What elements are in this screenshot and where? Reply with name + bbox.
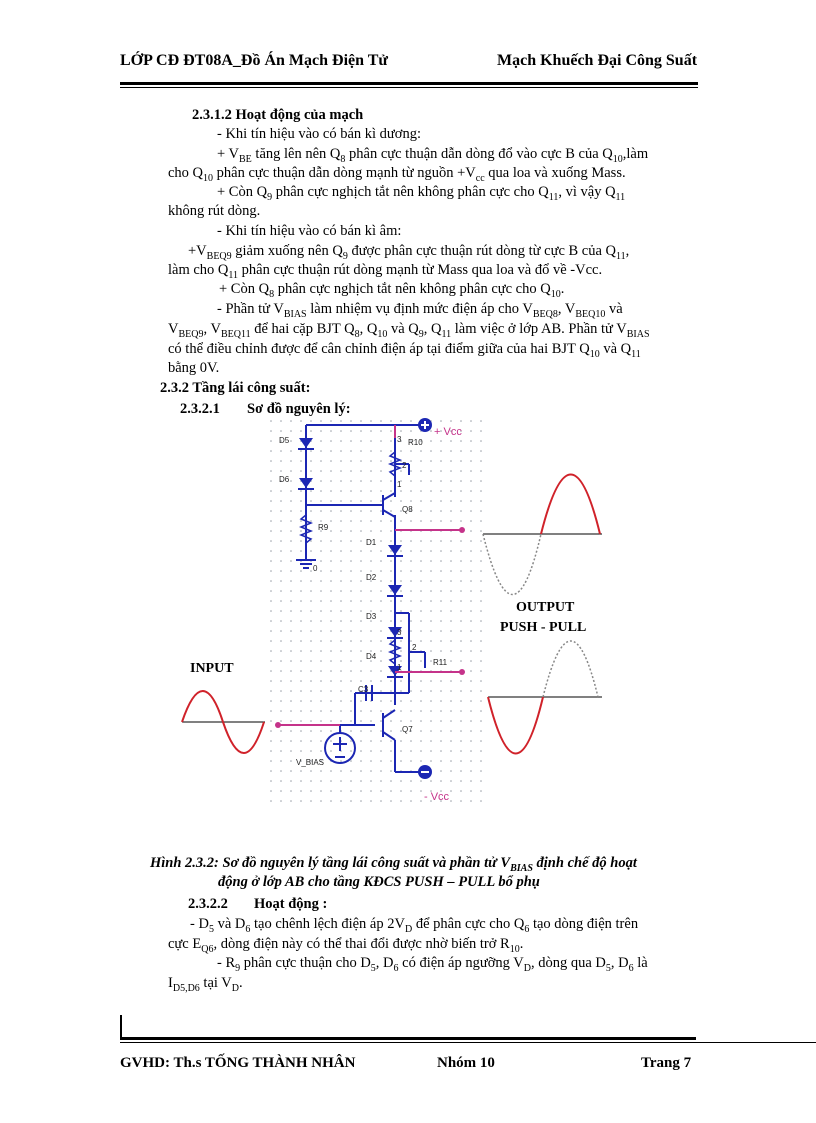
label-r11: R11 <box>433 658 448 667</box>
subsection-number-2321: 2.3.2.1 <box>180 401 220 417</box>
para-line: làm cho $Q_{11}$ phân cực thuận rút dòng mạnh từ Mass qua loa và đổ về -Vcc. <box>168 262 603 281</box>
label-push-pull: PUSH - PULL <box>500 620 587 635</box>
para-line: $I_{D5,D6}$ tại $V_D$. <box>168 975 243 994</box>
label-d2: D2 <box>366 573 377 582</box>
para-line: $V_{BEQ9}$, $V_{BEQ11}$ để hai cặp BJT $Q_8$, $Q_{10}$ và $Q_9$, $Q_{11}$ làm việc ở lớp AB. Phần tử $V_{BIAS}$ <box>168 321 650 340</box>
footer-rule-thick <box>120 1037 696 1040</box>
para-line: - $D_5$ và $D_6$ tạo chênh lệch điện áp $2V_D$ để phân cực cho $Q_6$ tạo dòng điện trên <box>190 916 639 935</box>
label-d1: D1 <box>366 538 377 547</box>
para-line: $+V_{BEQ9}$ giảm xuống nên $Q_9$ được phân cực thuận rút dòng từ cực B của $Q_{11}$, <box>188 243 630 262</box>
para-line: có thể điều chỉnh được để cân chỉnh điện áp tại điểm giữa của hai BJT $Q_{10}$ và $Q_{11}$ <box>168 341 641 360</box>
label-r10: R10 <box>408 438 423 447</box>
para-line: - Phần tử $V_{BIAS}$ làm nhiệm vụ định mức điện áp cho $V_{BEQ8}$, $V_{BEQ10}$ và <box>217 301 623 320</box>
label-d4: D4 <box>366 652 377 661</box>
label-c3: C3 <box>358 685 369 694</box>
label-pin: 1 <box>397 663 402 672</box>
label-d3: D3 <box>366 612 377 621</box>
para-line: - Khi tín hiệu vào có bán kì dương: <box>217 126 421 142</box>
label-d5: D5 <box>279 436 290 445</box>
label-input: INPUT <box>190 661 234 676</box>
output-waveform-top <box>483 475 602 595</box>
para-line: bằng 0V. <box>168 360 220 376</box>
vcc-negative-symbol <box>418 765 432 779</box>
label-pin: 3 <box>397 435 402 444</box>
para-line: cực $E_{Q6}$, dòng điện này có thể thai đổi được nhờ biến trở $R_{10}$. <box>168 936 524 955</box>
label-r9: R9 <box>318 523 329 532</box>
subsection-number-2322: 2.3.2.2 <box>188 896 228 912</box>
subsection-title-2322: Hoạt động : <box>254 896 328 912</box>
figure-caption-line2: động ở lớp AB cho tầng KĐCS PUSH – PULL bổ phụ <box>218 874 540 890</box>
section-title-232: 2.3.2 Tầng lái công suất: <box>160 380 311 396</box>
output-waveform-bottom <box>488 641 602 754</box>
footer-right: Trang 7 <box>641 1055 692 1071</box>
label-vcc-negative: - Vcc <box>424 791 450 803</box>
label-d6: D6 <box>279 475 290 484</box>
label-q8: Q8 <box>402 505 413 514</box>
subsection-title-2321: Sơ đồ nguyên lý: <box>247 401 351 417</box>
footer-left: GVHD: Th.s TỐNG THÀNH NHÂN <box>120 1055 356 1071</box>
section-title-2312: 2.3.1.2 Hoạt động của mạch <box>192 107 364 123</box>
label-gnd: 0 <box>313 564 318 573</box>
para-line: - $R_9$ phân cực thuận cho $D_5$, $D_6$ có điện áp ngưỡng $V_D$, dòng qua $D_5$, $D_6$ là <box>217 955 648 974</box>
para-line: + Còn $Q_9$ phân cực nghịch tắt nên không phân cực cho $Q_{11}$, vì vậy $Q_{11}$ <box>217 184 626 203</box>
label-q7: Q7 <box>402 725 413 734</box>
para-line: cho $Q_{10}$ phân cực thuận dẫn dòng mạnh từ nguồn $+V_{cc}$ qua loa và xuống Mass. <box>168 165 626 184</box>
label-vcc-positive: + Vcc <box>434 426 462 438</box>
label-pin: 2 <box>402 461 407 470</box>
footer-center: Nhóm 10 <box>437 1055 495 1071</box>
vcc-positive-symbol <box>418 418 432 432</box>
para-line: + $V_{BE}$ tăng lên nên $Q_8$ phân cực thuận dẫn dòng đổ vào cực B của $Q_{10},làm$ <box>217 146 649 165</box>
input-waveform <box>182 691 265 753</box>
para-line: không rút dòng. <box>168 203 261 219</box>
label-output: OUTPUT <box>516 600 575 615</box>
para-line: + Còn $Q_8$ phân cực nghịch tắt nên không phân cực cho $Q_{10}$. <box>219 281 565 300</box>
header-left: LỚP CĐ ĐT08A_Đồ Án Mạch Điện Tử <box>120 52 388 69</box>
footer-rule-thin <box>120 1042 816 1043</box>
header-right: Mạch Khuếch Đại Công Suất <box>497 52 698 69</box>
figure-caption-line1: Hình 2.3.2: Sơ đồ nguyên lý tầng lái công suất và phần tử $V_{BIAS}$ định chế độ hoạt <box>150 855 637 874</box>
label-pin: 1 <box>397 480 402 489</box>
para-line: - Khi tín hiệu vào có bán kì âm: <box>217 223 402 239</box>
label-vbias: V_BIAS <box>296 758 325 767</box>
label-pin: 3 <box>397 628 402 637</box>
label-pin: 2 <box>412 643 417 652</box>
